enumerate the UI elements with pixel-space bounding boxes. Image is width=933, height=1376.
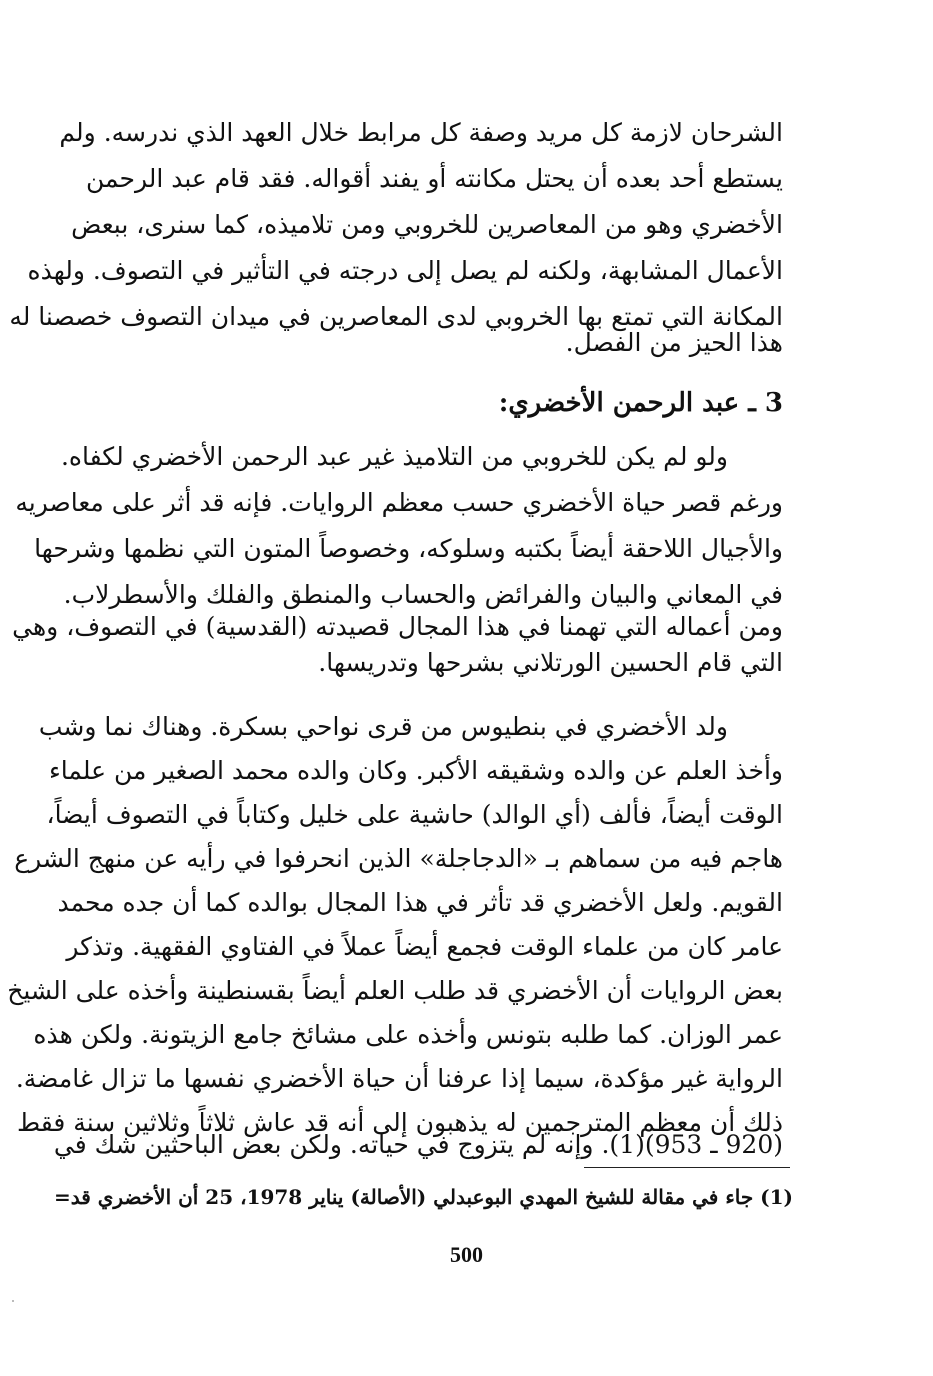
body-text-line: عمر الوزان. كما طلبه بتونس وأخذه على مشائخ جامع الزيتونة. ولكن هذه: [33, 1020, 783, 1049]
body-text-line: ذلك أن معظم المترجمين له يذهبون إلى أنه قد عاش ثلاثاً وثلاثين سنة فقط: [17, 1108, 783, 1137]
scan-speck: [12, 1300, 14, 1302]
body-text-line: ولو لم يكن للخروبي من التلاميذ غير عبد الرحمن الأخضري لكفاه.: [60, 442, 728, 471]
body-text-line: القويم. ولعل الأخضري قد تأثر في هذا المجال بوالده كما أن جده محمد: [57, 888, 783, 917]
body-text-line: المكانة التي تمتع بها الخروبي لدى المعاصرين في ميدان التصوف خصصنا له: [9, 302, 783, 331]
body-text-line: يستطع أحد بعده أن يحتل مكانته أو يفند أقواله. فقد قام عبد الرحمن: [86, 164, 783, 193]
footnote: (1) جاء في مقالة للشيخ المهدي البوعبدلي (الأصالة) يناير 1978، 25 أن الأخضري قد=: [53, 1185, 793, 1209]
body-text-line: الوقت أيضاً، فألف (أي الوالد) حاشية على خليل وكتاباً في التصوف أيضاً،: [46, 800, 783, 829]
body-text-line: هاجم فيه من سماهم بـ «الدجاجلة» الذين انحرفوا في رأيه عن منهج الشرع: [14, 844, 783, 873]
body-text-line: ولد الأخضري في بنطيوس من قرى نواحي بسكرة. وهناك نما وشب: [38, 712, 728, 741]
body-text-line: ورغم قصر حياة الأخضري حسب معظم الروايات. فإنه قد أثر على معاصريه: [15, 488, 783, 517]
body-text-line: والأجيال اللاحقة أيضاً بكتبه وسلوكه، وخصوصاً المتون التي نظمها وشرحها: [34, 534, 783, 563]
body-text-line: الأعمال المشابهة، ولكنه لم يصل إلى درجته في التأثير في التصوف. ولهذه: [27, 256, 783, 285]
body-text-line: في المعاني والبيان والفرائض والحساب والمنطق والفلك والأسطرلاب.: [63, 580, 783, 609]
body-text-line: عامر كان من علماء الوقت فجمع أيضاً عملاً في الفتاوي الفقهية. وتذكر: [66, 932, 783, 961]
body-text-line: (920 ـ 953)(1). وإنه لم يتزوج في حياته. ولكن بعض الباحثين شك في: [53, 1130, 783, 1159]
body-text-line: الرواية غير مؤكدة، سيما إذا عرفنا أن حياة الأخضري نفسها ما تزال غامضة.: [15, 1064, 783, 1093]
body-text-line: ومن أعماله التي تهمنا في هذا المجال قصيدته (القدسية) في التصوف، وهي: [12, 612, 783, 641]
footnote-separator: [584, 1167, 790, 1168]
body-text-line: بعض الروايات أن الأخضري قد طلب العلم أيضاً بقسنطينة وأخذه على الشيخ: [7, 976, 783, 1005]
section-heading: 3 ـ عبد الرحمن الأخضري:: [498, 388, 783, 418]
body-text-line: التي قام الحسين الورتلاني بشرحها وتدريسها.: [318, 648, 783, 677]
page-number: 500: [450, 1242, 483, 1267]
body-text-line: وأخذ العلم عن والده وشقيقه الأكبر. وكان والده محمد الصغير من علماء: [49, 756, 783, 785]
body-text-line: هذا الحيز من الفصل.: [565, 328, 783, 357]
body-text-line: الأخضري وهو من المعاصرين للخروبي ومن تلاميذه، كما سنرى، ببعض: [71, 210, 783, 239]
body-text-line: الشرحان لازمة كل مريد وصفة كل مرابط خلال العهد الذي ندرسه. ولم: [59, 118, 783, 147]
